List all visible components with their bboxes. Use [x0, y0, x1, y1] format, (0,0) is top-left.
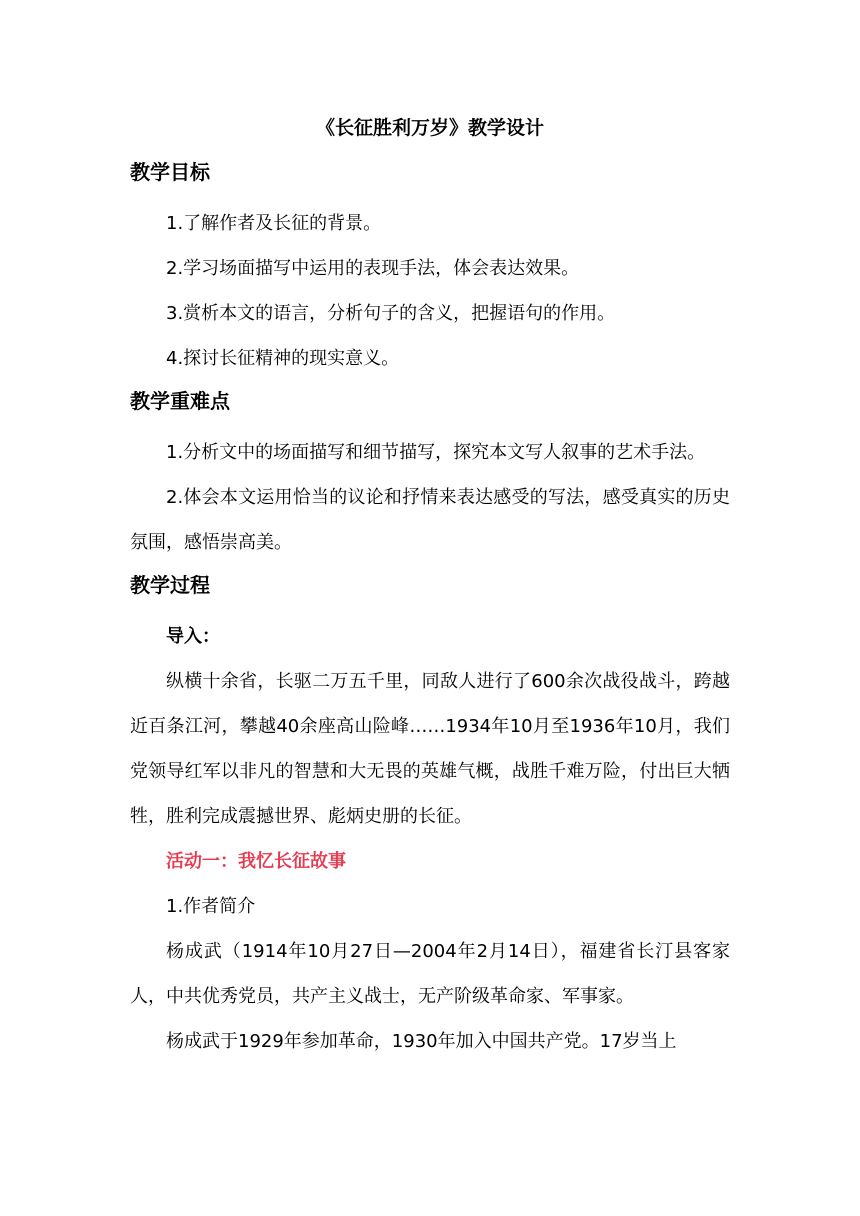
author-intro-label: 1.作者简介: [166, 896, 256, 917]
objective-item-3: 3.赏析本文的语言，分析句子的含义，把握语句的作用。: [166, 303, 616, 324]
document-body: [130, 112, 730, 1064]
intro-label: 导入：: [166, 626, 220, 647]
section-heading-key-points: 教学重难点: [130, 389, 230, 413]
section-heading-process: 教学过程: [130, 573, 210, 597]
activity-one-heading: 活动一：我忆长征故事: [166, 851, 346, 872]
key-point-item-1: 1.分析文中的场面描写和细节描写，探究本文写人叙事的艺术手法。: [166, 442, 706, 463]
objective-item-2: 2.学习场面描写中运用的表现手法，体会表达效果。: [166, 258, 580, 279]
intro-paragraph: 纵横十余省，长驱二万五千里，同敌人进行了600余次战役战斗，跨越近百条江河，攀越40余座高山险峰……1934年10月至1936年10月，我们党领导红军以非凡的智慧和大无畏的英雄气概，战胜千难万险，付出巨大牺牲，胜利完成震撼世界、彪炳史册的长征。: [130, 671, 730, 827]
objective-item-1: 1.了解作者及长征的背景。: [166, 213, 382, 234]
section-heading-objectives: 教学目标: [130, 160, 210, 184]
author-paragraph-2: 杨成武于1929年参加革命，1930年加入中国共产党。17岁当上: [166, 1031, 677, 1052]
objective-item-4: 4.探讨长征精神的现实意义。: [166, 348, 400, 369]
author-paragraph-1: 杨成武（1914年10月27日—2004年2月14日），福建省长汀县客家人，中共优秀党员，共产主义战士，无产阶级革命家、军事家。: [130, 941, 730, 1007]
key-point-item-2: 2.体会本文运用恰当的议论和抒情来表达感受的写法，感受真实的历史氛围，感悟崇高美。: [130, 487, 730, 553]
document-title: 《长征胜利万岁》教学设计: [315, 117, 544, 139]
